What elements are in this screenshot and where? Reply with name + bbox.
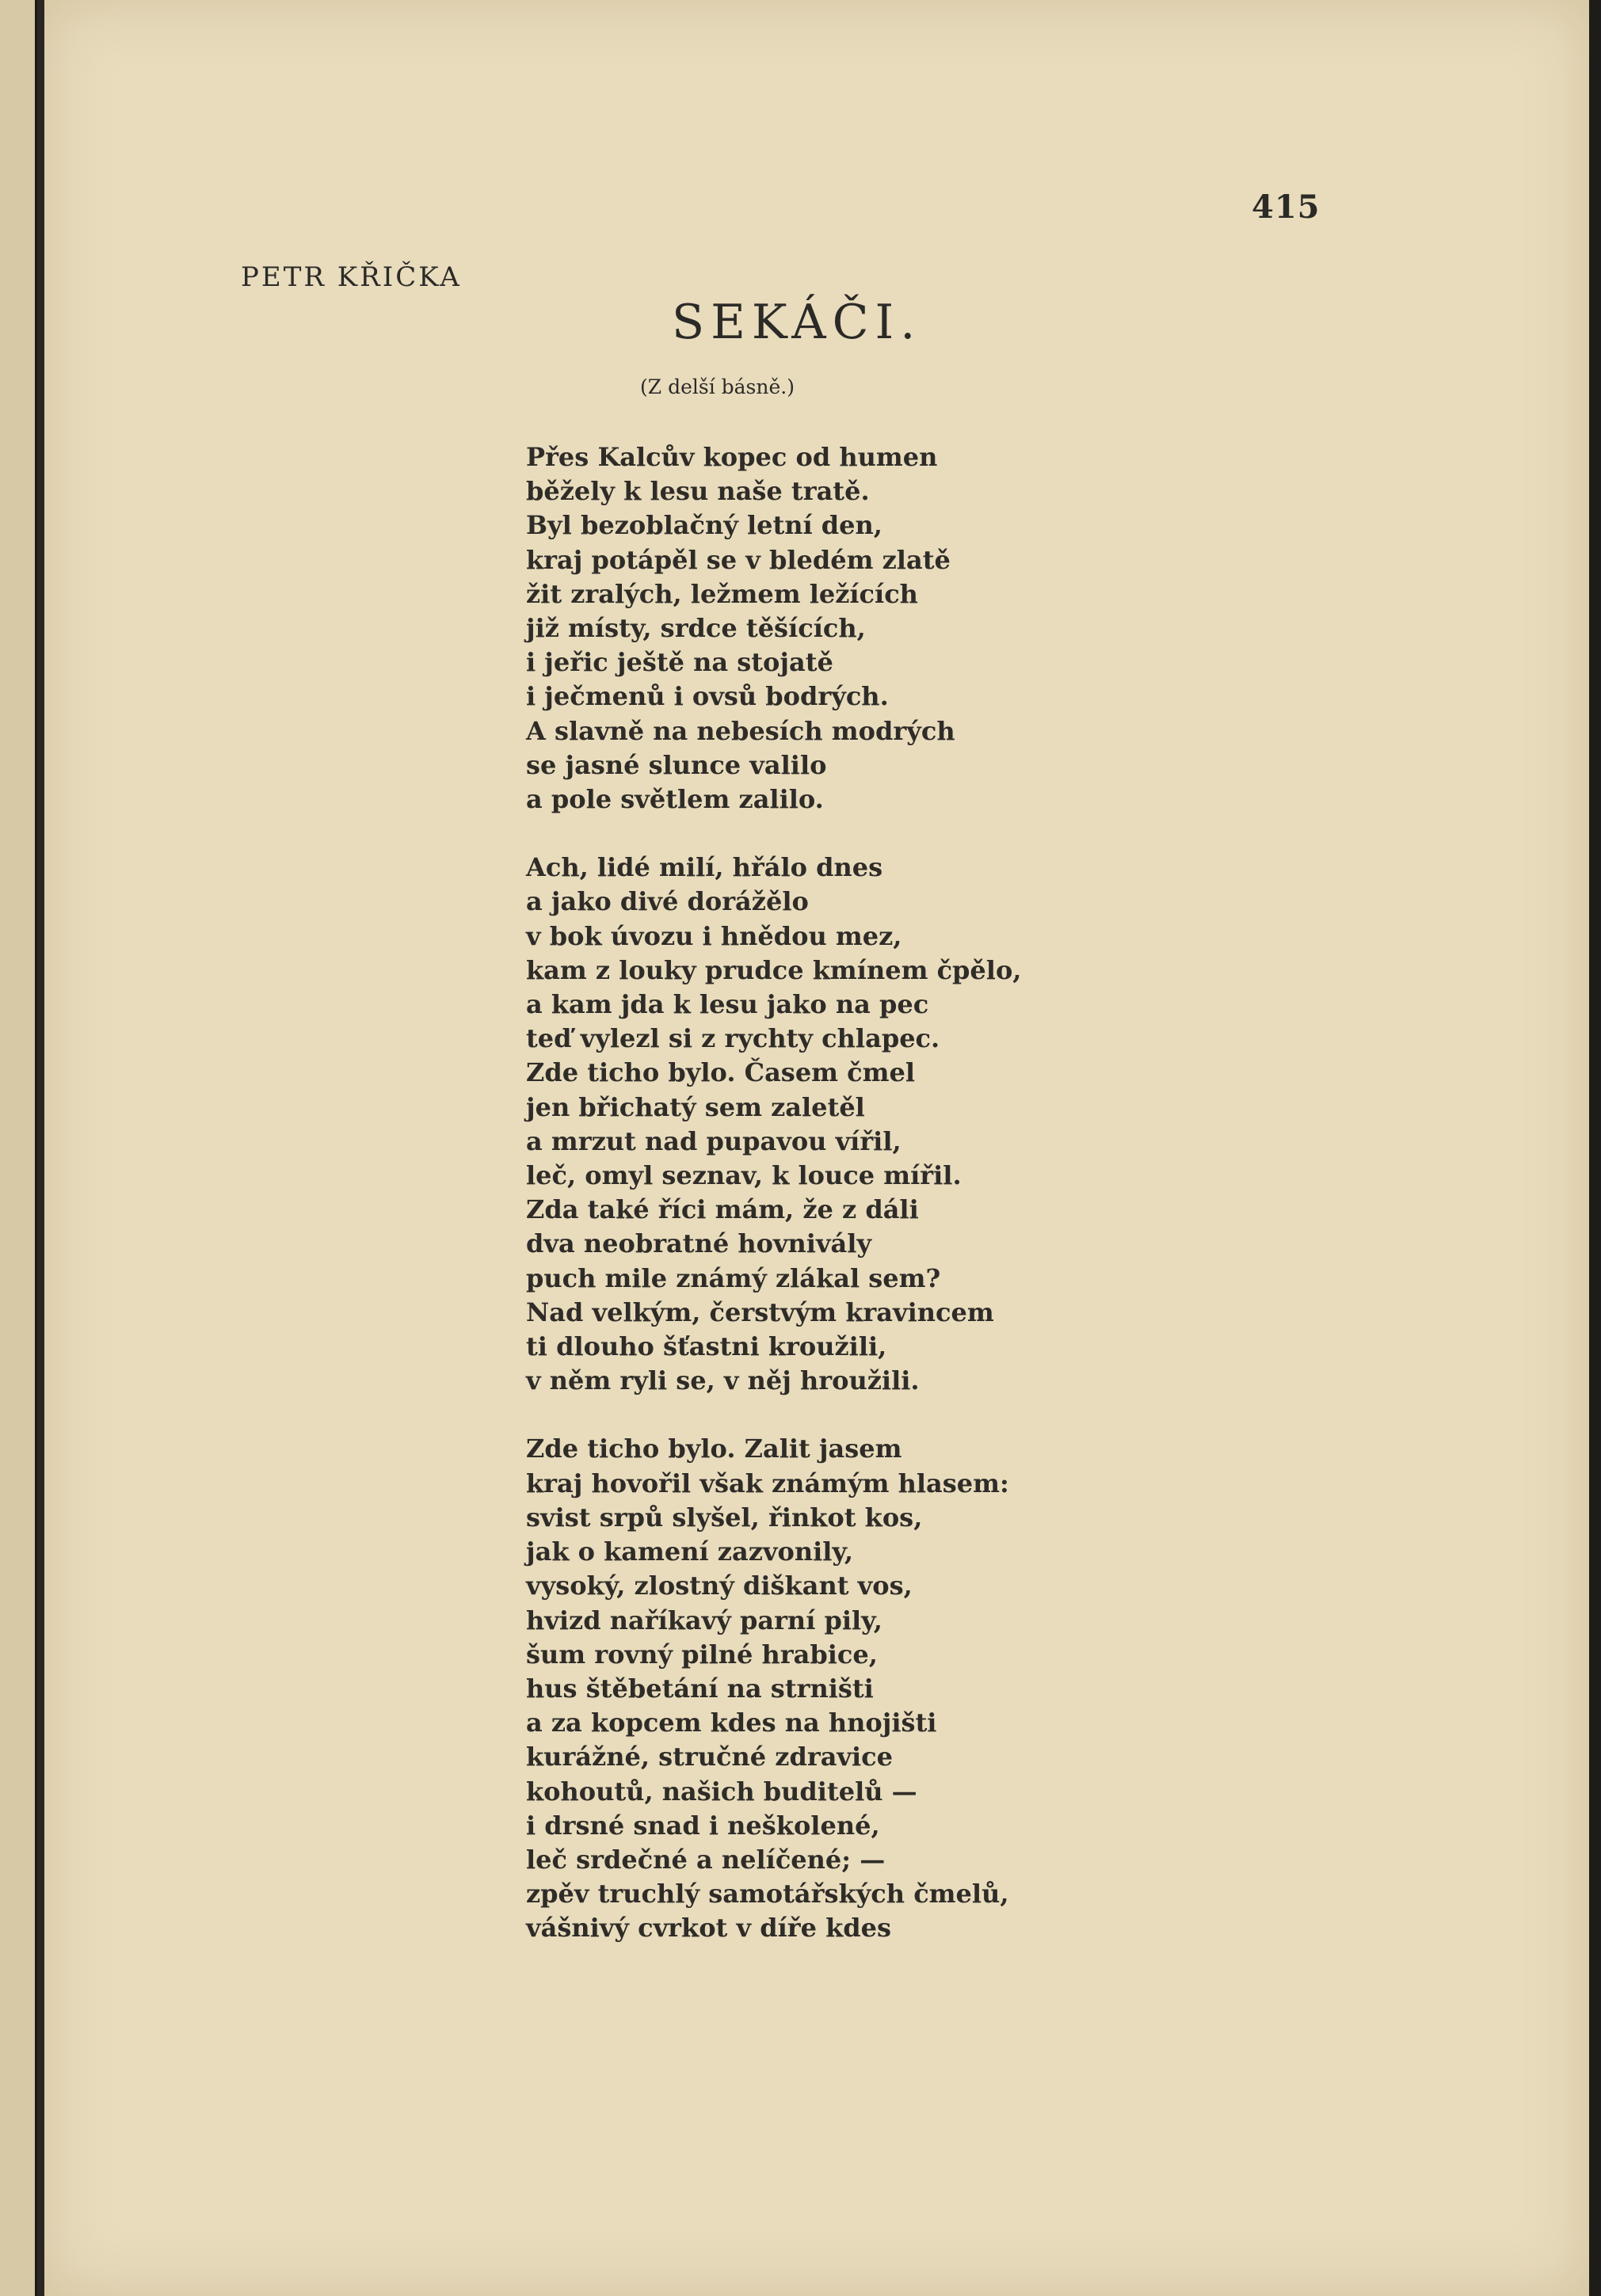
poem-line: i jeřic ještě na stojatě	[526, 647, 833, 678]
poem-line: a jako divé dorážělo	[526, 886, 809, 917]
poem-line: v něm ryli se, v něj hroužili.	[526, 1365, 920, 1396]
poem-line: Zde ticho bylo. Časem čmel	[526, 1057, 916, 1088]
poem-line: kraj hovořil však známým hlasem:	[526, 1468, 1009, 1498]
poem-line: leč srdečné a nelíčené; —	[526, 1844, 886, 1875]
poem-line: a kam jda k lesu jako na pec	[526, 989, 929, 1020]
poem-line: v bok úvozu i hnědou mez,	[526, 920, 902, 951]
poem-line: vysoký, zlostný diškant vos,	[526, 1571, 913, 1601]
page-number: 415	[1252, 188, 1321, 226]
poem-line: jak o kamení zazvonily,	[526, 1536, 854, 1567]
poem-line: puch mile známý zlákal sem?	[526, 1262, 941, 1293]
poem-line: a mrzut nad pupavou vířil,	[526, 1125, 902, 1156]
poem-title: SEKÁČI.	[672, 295, 922, 350]
poem-line: teď vylezl si z rychty chlapec.	[526, 1023, 940, 1054]
poem-line: Ach, lidé milí, hřálo dnes	[526, 852, 883, 883]
poem-line: kam z louky prudce kmínem čpělo,	[526, 954, 1022, 985]
poem-line: šum rovný pilné hrabice,	[526, 1639, 878, 1670]
poem-line: Přes Kalcův kopec od humen	[526, 442, 938, 472]
poem-stanza	[526, 851, 1128, 1398]
poem-body	[526, 440, 1128, 1980]
poem-line: svist srpů slyšel, řinkot kos,	[526, 1502, 923, 1533]
adjacent-page-edge	[0, 0, 37, 2296]
poem-line: A slavně na nebesích modrých	[526, 715, 955, 746]
poem-line: a za kopcem kdes na hnojišti	[526, 1708, 937, 1738]
poem-line: se jasné slunce valilo	[526, 749, 827, 780]
page-right-border	[1589, 0, 1601, 2296]
poem-line: dva neobratné hovnivály	[526, 1228, 872, 1259]
poem-stanza	[526, 440, 1128, 817]
poem-line: Zda také říci mám, že z dáli	[526, 1194, 919, 1225]
poem-line: vášnivý cvrkot v díře kdes	[526, 1913, 892, 1944]
poem-line: leč, omyl seznav, k louce mířil.	[526, 1160, 962, 1191]
poem-stanza	[526, 1432, 1128, 1945]
poem-subtitle: (Z delší básně.)	[640, 375, 795, 398]
poem-line: zpěv truchlý samotářských čmelů,	[526, 1879, 1009, 1910]
poem-line: jen břichatý sem zaletěl	[526, 1091, 865, 1122]
poem-line: hvizd naříkavý parní pily,	[526, 1605, 882, 1635]
poem-line: kraj potápěl se v bledém zlatě	[526, 544, 951, 575]
poem-line: Nad velkým, čerstvým kravincem	[526, 1296, 994, 1327]
poem-line: hus štěbetání na strništi	[526, 1673, 874, 1704]
poem-line: i ječmenů i ovsů bodrých.	[526, 681, 889, 712]
poem-line: žit zralých, ležmem ležících	[526, 578, 918, 609]
poem-line: Zde ticho bylo. Zalit jasem	[526, 1434, 902, 1464]
poem-line: Byl bezoblačný letní den,	[526, 510, 882, 541]
poem-line: kurážné, stručné zdravice	[526, 1742, 894, 1772]
poem-line: běžely k lesu naše tratě.	[526, 476, 870, 507]
poem-line: ti dlouho šťastni kroužili,	[526, 1331, 887, 1362]
author-name: PETR KŘIČKA	[241, 261, 462, 293]
poem-line: již místy, srdce těšících,	[526, 613, 866, 644]
poem-line: a pole světlem zalilo.	[526, 784, 824, 815]
poem-line: i drsné snad i neškolené,	[526, 1810, 880, 1841]
poem-line: kohoutů, našich buditelů —	[526, 1776, 917, 1807]
